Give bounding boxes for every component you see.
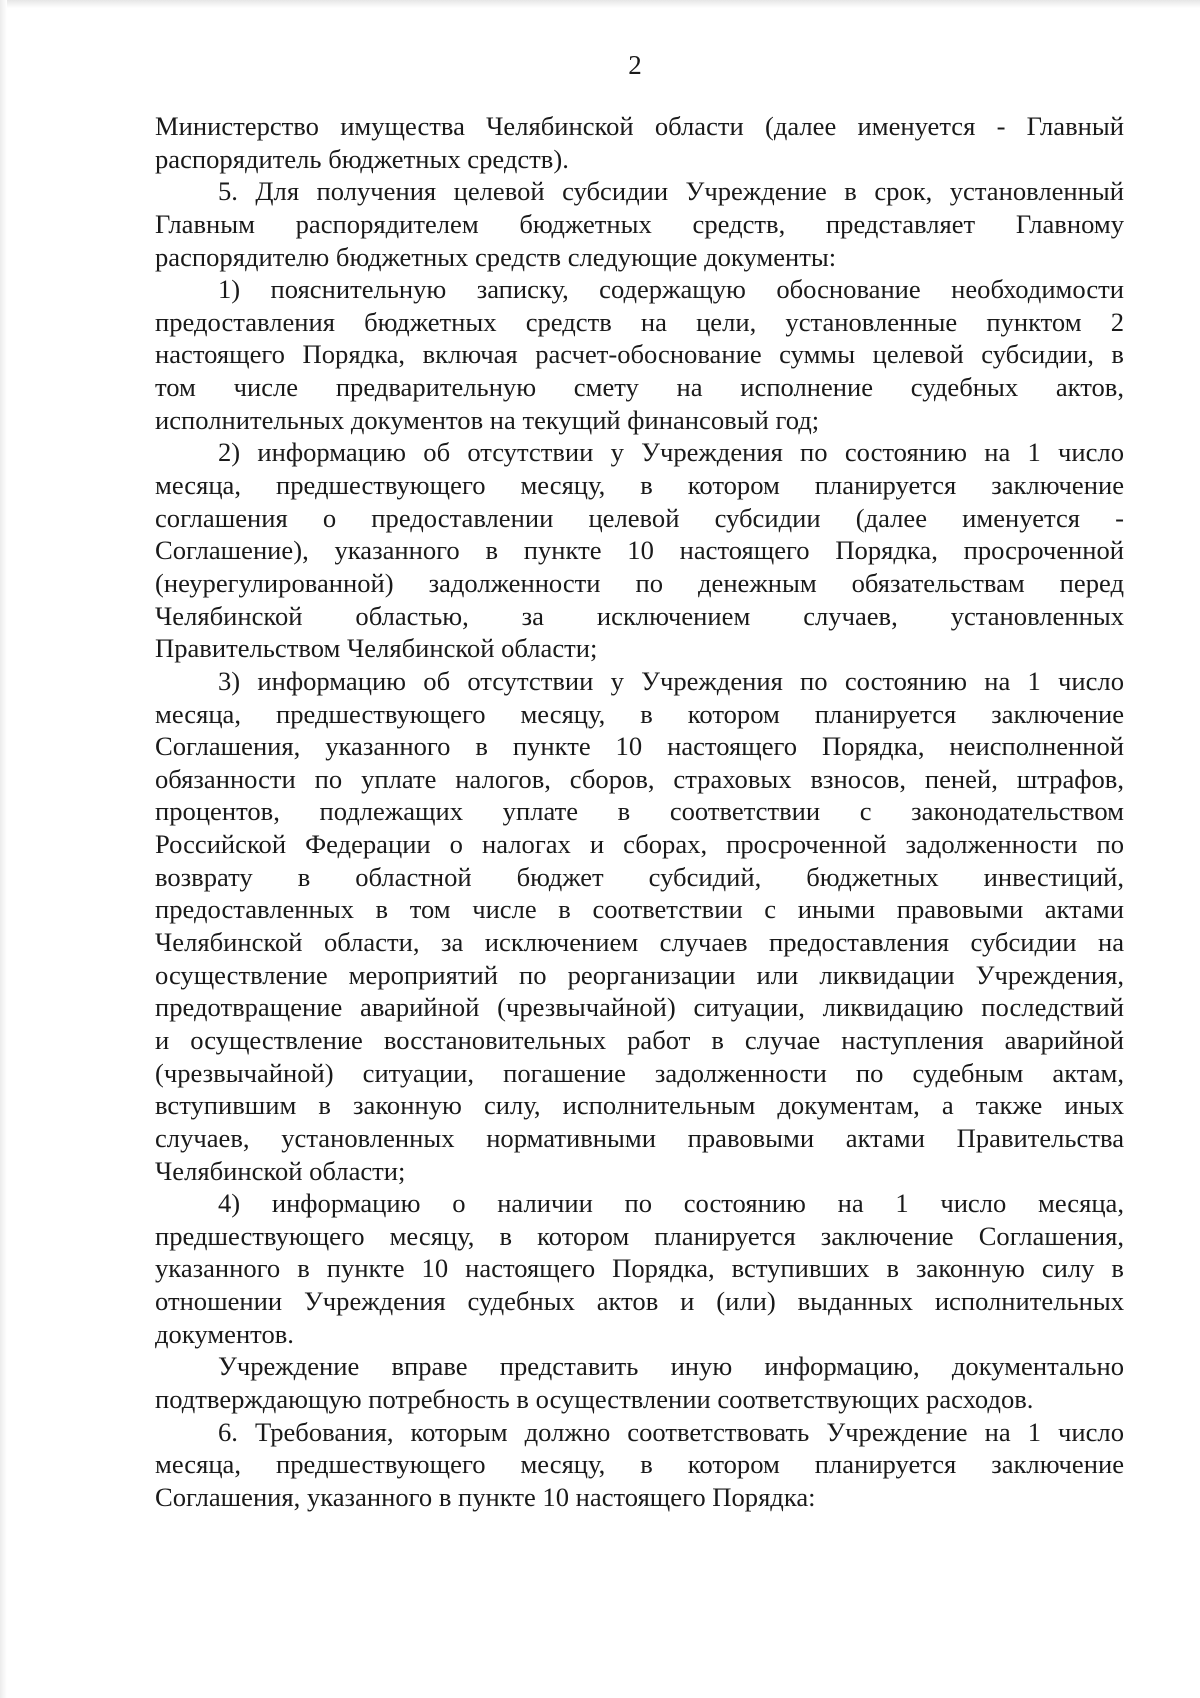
- text-line: предшествующего месяцу, в котором планируется заключение Соглашения,: [155, 1220, 1124, 1251]
- text-line: предотвращение аварийной (чрезвычайной) ситуации, ликвидацию последствий: [155, 992, 1124, 1023]
- text-line: 2) информацию об отсутствии у Учреждения по состоянию на 1 число: [218, 437, 1124, 468]
- text-line: распорядитель бюджетных средств).: [155, 143, 569, 174]
- text-line: отношении Учреждения судебных актов и (или) выданных исполнительных: [155, 1286, 1124, 1317]
- text-line: 5. Для получения целевой субсидии Учреждение в срок, установленный: [218, 176, 1124, 207]
- text-line: подтверждающую потребность в осуществлении соответствующих расходов.: [155, 1383, 1034, 1414]
- text-line: 3) информацию об отсутствии у Учреждения по состоянию на 1 число: [218, 665, 1124, 696]
- paragraph: [155, 110, 1124, 175]
- text-line: том числе предварительную смету на исполнение судебных актов,: [155, 372, 1124, 403]
- scan-edge-top: [0, 0, 1200, 8]
- text-line: Челябинской области, за исключением случаев предоставления субсидии на: [155, 927, 1124, 958]
- text-line: (чрезвычайной) ситуации, погашение задолженности по судебным актам,: [155, 1057, 1124, 1088]
- text-line: 1) пояснительную записку, содержащую обоснование необходимости: [218, 274, 1124, 305]
- document-body: [155, 110, 1124, 1514]
- text-line: 4) информацию о наличии по состоянию на 1 число месяца,: [218, 1188, 1124, 1219]
- paragraph: [155, 665, 1124, 1187]
- text-line: Соглашение), указанного в пункте 10 настоящего Порядка, просроченной: [155, 535, 1124, 566]
- text-line: Правительством Челябинской области;: [155, 633, 598, 664]
- text-line: возврату в областной бюджет субсидий, бюджетных инвестиций,: [155, 861, 1124, 892]
- paragraph: [155, 175, 1124, 273]
- text-line: Главным распорядителем бюджетных средств, представляет Главному: [155, 208, 1124, 239]
- text-line: предоставления бюджетных средств на цели, установленные пунктом 2: [155, 306, 1124, 337]
- text-line: Соглашения, указанного в пункте 10 настоящего Порядка:: [155, 1481, 816, 1512]
- text-line: указанного в пункте 10 настоящего Порядка, вступивших в законную силу в: [155, 1253, 1124, 1284]
- text-line: случаев, установленных нормативными правовыми актами Правительства: [155, 1122, 1124, 1153]
- text-line: процентов, подлежащих уплате в соответствии с законодательством: [155, 796, 1124, 827]
- text-line: распорядителю бюджетных средств следующие документы:: [155, 241, 837, 272]
- text-line: месяца, предшествующего месяцу, в котором планируется заключение: [155, 470, 1124, 501]
- text-line: месяца, предшествующего месяцу, в котором планируется заключение: [155, 1449, 1124, 1480]
- text-line: Соглашения, указанного в пункте 10 настоящего Порядка, неисполненной: [155, 731, 1124, 762]
- text-line: обязанности по уплате налогов, сборов, страховых взносов, пеней, штрафов,: [155, 763, 1124, 794]
- paragraph: [155, 1416, 1124, 1514]
- text-line: 6. Требования, которым должно соответствовать Учреждение на 1 число: [218, 1416, 1124, 1447]
- text-line: исполнительных документов на текущий финансовый год;: [155, 404, 820, 435]
- paragraph: [155, 1350, 1124, 1415]
- text-line: настоящего Порядка, включая расчет-обоснование суммы целевой субсидии, в: [155, 339, 1124, 370]
- text-line: и осуществление восстановительных работ в случае наступления аварийной: [155, 1024, 1124, 1055]
- text-line: Российской Федерации о налогах и сборах, просроченной задолженности по: [155, 829, 1124, 860]
- paragraph: [155, 1187, 1124, 1350]
- text-line: документов.: [155, 1318, 294, 1349]
- scan-edge-left: [0, 0, 7, 1698]
- text-line: месяца, предшествующего месяцу, в котором планируется заключение: [155, 698, 1124, 729]
- text-line: (неурегулированной) задолженности по денежным обязательствам перед: [155, 567, 1124, 598]
- text-line: осуществление мероприятий по реорганизации или ликвидации Учреждения,: [155, 959, 1124, 990]
- text-line: Учреждение вправе представить иную информацию, документально: [218, 1351, 1124, 1382]
- paragraph: [155, 436, 1124, 664]
- page-number: 2: [628, 50, 642, 80]
- text-line: соглашения о предоставлении целевой субсидии (далее именуется -: [155, 502, 1124, 533]
- text-line: предоставленных в том числе в соответствии с иными правовыми актами: [155, 894, 1124, 925]
- paragraph: [155, 273, 1124, 436]
- text-line: Министерство имущества Челябинской области (далее именуется - Главный: [155, 111, 1124, 141]
- text-line: Челябинской области;: [155, 1155, 406, 1186]
- text-line: вступившим в законную силу, исполнительным документам, а также иных: [155, 1090, 1124, 1121]
- text-line: Челябинской областью, за исключением случаев, установленных: [155, 600, 1124, 631]
